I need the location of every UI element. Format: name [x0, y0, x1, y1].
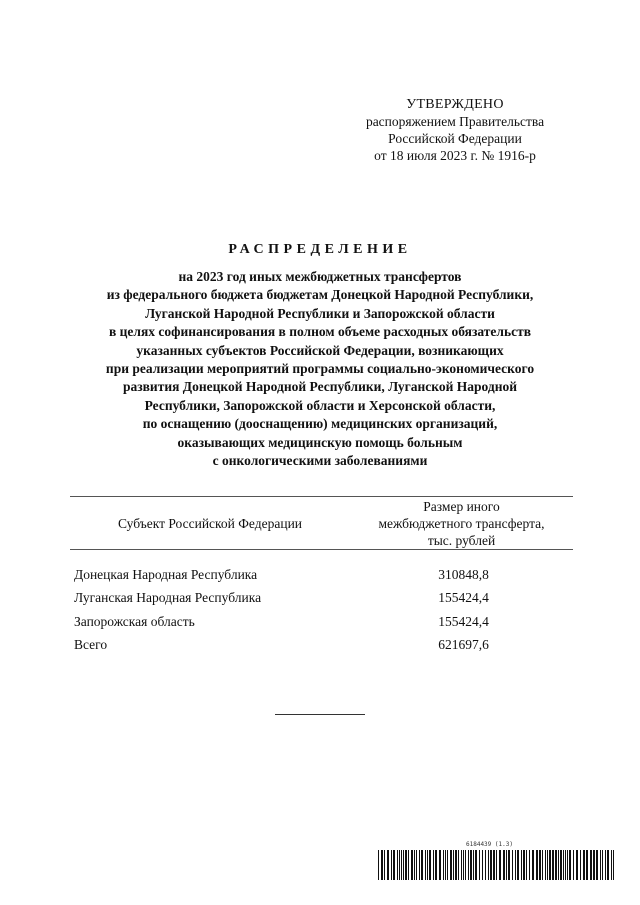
- table-row: [70, 587, 573, 611]
- row-subject: Всего: [74, 637, 108, 653]
- row-subject: Донецкая Народная Республика: [74, 566, 258, 582]
- approval-line-3: от 18 июля 2023 г. № 1916-р: [374, 148, 536, 163]
- header-amount-line-3: тыс. рублей: [427, 532, 496, 548]
- subtitle-line: указанных субъектов Российской Федерации, возникающих: [136, 342, 504, 358]
- subtitle-line: на 2023 год иных межбюджетных трансфертов: [178, 269, 462, 284]
- approval-line-2: Российской Федерации: [388, 131, 522, 146]
- header-subject: Субъект Российской Федерации: [117, 515, 303, 531]
- approval-title: УТВЕРЖДЕНО: [406, 97, 504, 112]
- subtitle-line: из федерального бюджета бюджетам Донецкой Народной Республики,: [106, 287, 534, 303]
- barcode-number: 6184439 (1.3): [466, 841, 513, 848]
- subtitle-line: при реализации мероприятий программы социально-экономического: [105, 361, 535, 377]
- header-amount-line-1: Размер иного: [423, 498, 500, 514]
- row-amount: 155424,4: [438, 590, 489, 606]
- table-row: [70, 610, 573, 634]
- header-amount-line-2: межбюджетного трансферта,: [378, 515, 545, 531]
- barcode-icon: [378, 850, 618, 880]
- subtitle-line: с онкологическими заболеваниями: [212, 453, 428, 469]
- table-row-total: [70, 634, 573, 658]
- distribution-table: [70, 496, 573, 657]
- table-header: [70, 496, 573, 550]
- approval-line-1: распоряжением Правительства: [365, 114, 545, 129]
- document-subtitle: [40, 268, 600, 470]
- header-amount: [350, 498, 573, 549]
- table-row: [70, 563, 573, 587]
- row-subject: Запорожская область: [74, 613, 195, 629]
- subtitle-line: Луганской Народной Республики и Запорожской области: [145, 305, 495, 321]
- barcode-block: [378, 841, 618, 881]
- approval-stamp: [330, 96, 580, 164]
- end-divider: [275, 714, 365, 715]
- subtitle-line: Республики, Запорожской области и Херсонской области,: [144, 397, 496, 413]
- subtitle-line: оказывающих медицинскую помощь больным: [177, 434, 463, 450]
- table-body: [70, 563, 573, 657]
- row-subject: Луганская Народная Республика: [74, 590, 262, 606]
- subtitle-line: развития Донецкой Народной Республики, Луганской Народной: [122, 379, 518, 395]
- row-amount: 621697,6: [438, 637, 489, 653]
- row-amount: 310848,8: [438, 566, 489, 582]
- subtitle-line: в целях софинансирования в полном объеме расходных обязательств: [108, 324, 532, 340]
- row-amount: 155424,4: [438, 613, 489, 629]
- document-heading: РАСПРЕДЕЛЕНИЕ: [228, 242, 412, 257]
- subtitle-line: по оснащению (дооснащению) медицинских организаций,: [142, 416, 498, 432]
